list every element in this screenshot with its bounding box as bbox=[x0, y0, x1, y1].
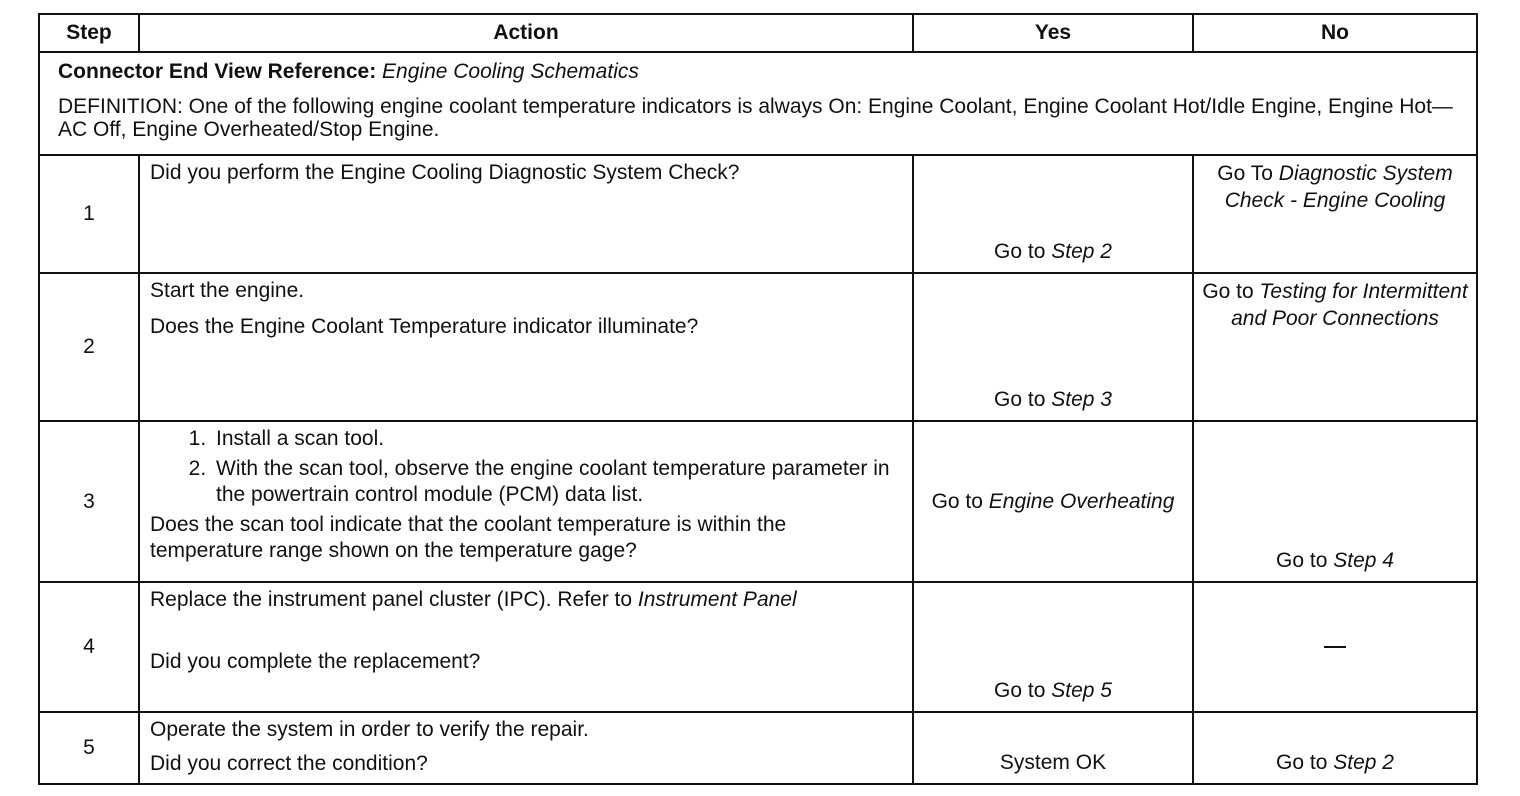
step-number: 5 bbox=[39, 712, 139, 784]
header-yes: Yes bbox=[913, 14, 1193, 52]
step-number: 3 bbox=[39, 421, 139, 582]
action-instruction: Start the engine. bbox=[150, 279, 305, 302]
yes-cell bbox=[913, 421, 1193, 582]
yes-cell bbox=[913, 155, 1193, 273]
action-cell bbox=[139, 155, 913, 273]
no-cell bbox=[1193, 582, 1477, 712]
header-action: Action bbox=[139, 14, 913, 52]
yes-link[interactable]: Step 5 bbox=[1051, 679, 1112, 702]
list-item: 1. Install a scan tool. bbox=[212, 426, 902, 452]
reference-row bbox=[39, 52, 1477, 155]
header-step: Step bbox=[39, 14, 139, 52]
table-row bbox=[39, 421, 1477, 582]
action-question: Did you correct the condition? bbox=[150, 752, 428, 775]
action-cell bbox=[139, 582, 913, 712]
yes-link[interactable]: Engine Overheating bbox=[988, 490, 1175, 513]
action-instruction bbox=[150, 587, 902, 613]
action-cell bbox=[139, 421, 913, 582]
no-cell bbox=[1193, 155, 1477, 273]
yes-link[interactable]: Step 3 bbox=[1051, 388, 1112, 411]
no-prefix: Go To bbox=[1217, 162, 1273, 185]
no-cell bbox=[1193, 273, 1477, 421]
action-question: Did you perform the Engine Cooling Diagnostic System Check? bbox=[150, 161, 740, 184]
header-row bbox=[39, 14, 1477, 52]
step-number: 2 bbox=[39, 273, 139, 421]
table-row bbox=[39, 155, 1477, 273]
reference-cell bbox=[39, 52, 1477, 155]
yes-prefix: Go to bbox=[931, 490, 983, 513]
no-cell bbox=[1193, 712, 1477, 784]
no-link[interactable]: Step 2 bbox=[1333, 751, 1394, 774]
yes-prefix: Go to bbox=[994, 388, 1046, 411]
yes-prefix: Go to bbox=[994, 240, 1046, 263]
no-link[interactable]: Testing for Intermittent and Poor Connections bbox=[1231, 280, 1468, 330]
no-link[interactable]: Step 4 bbox=[1333, 549, 1394, 572]
table-row bbox=[39, 582, 1477, 712]
no-cell bbox=[1193, 421, 1477, 582]
diagnostic-table bbox=[38, 13, 1478, 785]
yes-cell bbox=[913, 712, 1193, 784]
action-question: Does the Engine Coolant Temperature indicator illuminate? bbox=[150, 315, 699, 338]
action-prefix: Replace the instrument panel cluster (IPC). Refer to bbox=[150, 588, 633, 611]
action-cell bbox=[139, 273, 913, 421]
no-prefix: Go to bbox=[1276, 751, 1328, 774]
table-row bbox=[39, 273, 1477, 421]
no-prefix: Go to bbox=[1276, 549, 1328, 572]
action-cell bbox=[139, 712, 913, 784]
connector-reference bbox=[58, 59, 1458, 85]
action-list bbox=[150, 426, 902, 508]
yes-text: System OK bbox=[999, 751, 1107, 774]
reference-label: Connector End View Reference: bbox=[58, 60, 377, 83]
instrument-panel-link[interactable]: Instrument Panel bbox=[637, 588, 797, 611]
dash-placeholder bbox=[1324, 646, 1346, 648]
table-row bbox=[39, 712, 1477, 784]
definition-text: DEFINITION: One of the following engine coolant temperature indicators is always On: Engine Coolant, Engine Coolant Hot/Idle Engine, Engine Hot—AC Off, Engine Overheated/Stop Engine. bbox=[58, 95, 1453, 141]
list-item: 2. With the scan tool, observe the engine coolant temperature parameter in the powertrain control module (PCM) data list. bbox=[212, 456, 902, 508]
action-instruction: Operate the system in order to verify the repair. bbox=[150, 718, 589, 741]
reference-link[interactable]: Engine Cooling Schematics bbox=[382, 60, 639, 83]
step-number: 4 bbox=[39, 582, 139, 712]
yes-cell bbox=[913, 273, 1193, 421]
yes-prefix: Go to bbox=[994, 679, 1046, 702]
yes-cell bbox=[913, 582, 1193, 712]
yes-link[interactable]: Step 2 bbox=[1051, 240, 1112, 263]
action-question: Did you complete the replacement? bbox=[150, 650, 481, 673]
no-link[interactable]: Diagnostic System Check - Engine Cooling bbox=[1224, 162, 1453, 212]
step-number: 1 bbox=[39, 155, 139, 273]
action-question: Does the scan tool indicate that the coolant temperature is within the temperature range shown on the temperature gage? bbox=[150, 513, 787, 562]
no-prefix: Go to bbox=[1202, 280, 1254, 303]
header-no: No bbox=[1193, 14, 1477, 52]
